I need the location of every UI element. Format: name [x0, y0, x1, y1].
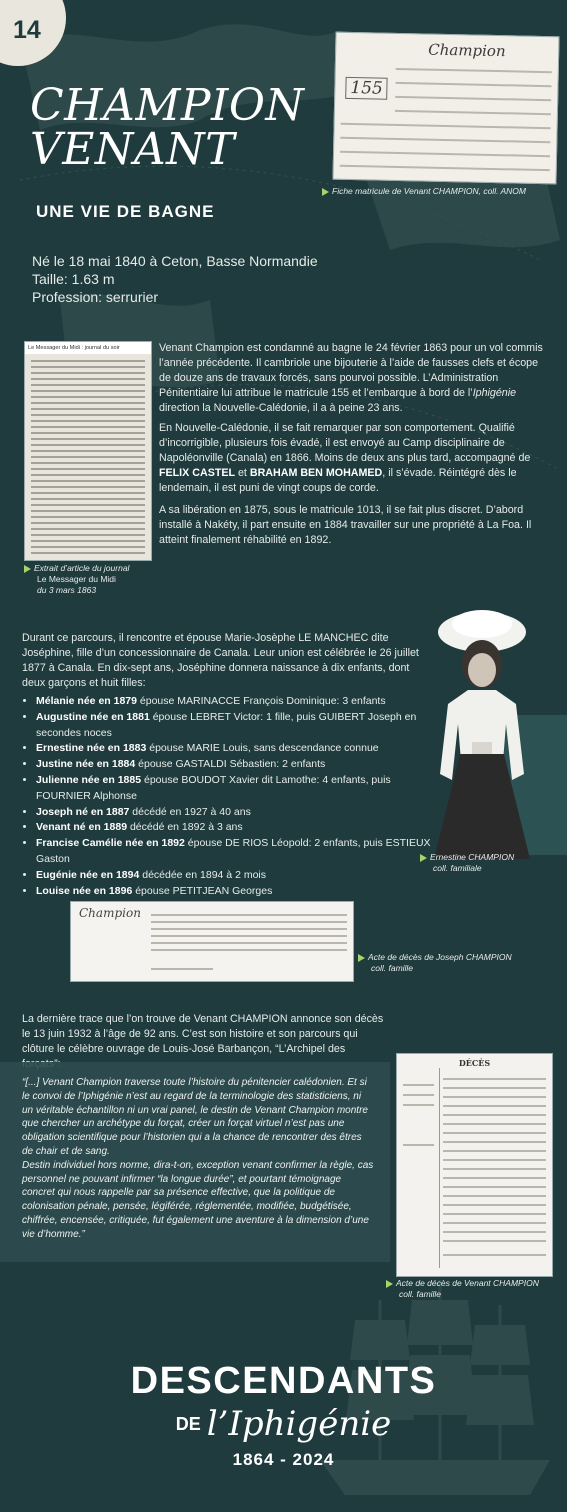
newspaper-header: Le Messager du Midi : journal du soir	[25, 342, 151, 354]
list-item	[36, 741, 436, 757]
family-paragraph: Durant ce parcours, il rencontre et épouse Marie-Josèphe LE MANCHEC dite Joséphine, fille d’un concessionnaire de Canala. Leur union est célébrée le 26 juillet 1877 à Canala. En dix-sept ans, Joséphine donnera naissance à dix enfants, dont deux garçons et huit filles:	[22, 632, 419, 689]
child-name: Mélanie née en 1879	[36, 695, 137, 707]
accomplice-name-1: FELIX CASTEL	[159, 467, 236, 479]
child-name: Justine née en 1884	[36, 758, 136, 771]
child-detail: épouse GASTALDI Sébastien: 2 enfants	[135, 758, 326, 771]
child-name: Joseph né en 1887	[36, 805, 130, 818]
child-detail: épouse MARINACCE François Dominique: 3 enfants	[136, 695, 386, 707]
list-item	[36, 868, 436, 884]
child-name: Louise née en 1896	[36, 884, 133, 897]
joseph-caption-line-1: Acte de décès de Joseph CHAMPION	[368, 952, 512, 962]
facts-list	[32, 252, 318, 306]
page-title	[30, 80, 305, 175]
accomplice-name-2: BRAHAM BEN MOHAMED	[249, 467, 383, 479]
newspaper-caption	[24, 563, 129, 596]
portrait-caption-line-2: coll. familiale	[433, 863, 482, 873]
footer-de: DE	[175, 1413, 201, 1434]
child-name: Venant né en 1889	[36, 821, 128, 834]
quote-paragraph-2: Destin individuel hors norme, dira-t-on, exception venant confirmer la règle, cas personnel ne pouvant infirmer “la longue durée”, et pourtant témoignage concret qui nous rappelle par sa présence effective, que la politique de colonisation pénale, pensée, légiférée, réglementée, modifiée, budgétisée, chiffrée, encensée, critiquée, fut également une aventure à la dimension d’une vie d’homme.”	[22, 1159, 374, 1240]
joseph-caption-line-2: coll. famille	[371, 963, 414, 973]
fact-profession: Profession: serrurier	[32, 289, 159, 305]
bio-paragraph-2-and: et	[235, 467, 250, 479]
caption-arrow-icon	[386, 1280, 393, 1288]
child-name: Julienne née en 1885	[36, 773, 142, 786]
list-item	[36, 757, 436, 773]
newspaper-clipping-image	[24, 341, 152, 561]
bio-paragraph-1-text: Venant Champion est condamné au bagne le 24 février 1863 pour un vol commis l’année précédente. Il cambriole une bijouterie à l’aide de fausses clefs et écope de douze ans de travaux forcés, sans pourvoi possible. L’Administration Pénitentiaire lui attribue le matricule 155 et l’embarque à bord de l’	[159, 342, 543, 399]
joseph-record-handwriting: Champion	[79, 906, 141, 920]
bio-paragraph-1-ship: Iphigénie	[472, 387, 517, 399]
child-detail: épouse PETITJEAN Georges	[132, 884, 273, 897]
caption-arrow-icon	[358, 954, 365, 962]
matricule-name: Champion	[428, 40, 506, 61]
list-item	[36, 805, 436, 821]
child-detail: décédé en 1927 à 40 ans	[129, 805, 251, 818]
matricule-number: 155	[345, 77, 388, 100]
list-item	[36, 694, 436, 710]
child-detail: épouse BOUDOT Xavier dit Lamothe: 4 enfants, puis FOURNIER Alphonse	[36, 773, 391, 802]
children-list	[22, 694, 436, 899]
portrait-caption	[420, 852, 514, 874]
child-detail: décédé en 1892 à 3 ans	[127, 821, 243, 834]
footer-ship-name: l’Iphigénie	[206, 1404, 392, 1444]
fact-birth: Né le 18 mai 1840 à Ceton, Basse Normandie	[32, 253, 318, 269]
final-paragraph: La dernière trace que l’on trouve de Venant CHAMPION annonce son décès le 13 juin 1932 à l’âge de 92 ans. C’est son histoire et son parcours qui clôture le célèbre ouvrage de Louis-José Barbançon, “L’Archipel des	[22, 1013, 384, 1055]
bio-paragraph-2-text: En Nouvelle-Calédonie, il se fait remarquer par son comportement. Qualifié d’incorrigible, plusieurs fois évadé, il est envoyé au Camp disciplinaire de Napoléonville (Canala) en 1866. Moins de deux ans plus tard, accompagné de	[159, 422, 531, 464]
caption-arrow-icon	[322, 188, 329, 196]
child-detail: épouse DE RIOS Léopold: 2 enfants, puis ESTIEUX Gaston	[36, 837, 431, 865]
bio-paragraph-3: A sa libération en 1875, sous le matricule 1013, il se fait plus discret. D’abord installé à Nakéty, il part ensuite en 1884 travailler sur une propriété à La Foa. Il atteint finalement réhabilité en 1892.	[159, 504, 532, 546]
bio-paragraph-2-end: , il s’évade. Réintégré dès le lendemain, il est puni de vingt coups de corde.	[159, 467, 517, 494]
title-line-2: VENANT	[30, 124, 236, 175]
list-item	[36, 836, 436, 868]
newspaper-caption-line-1: Extrait d’article du journal	[34, 563, 130, 573]
footer-years: 1864 - 2024	[232, 1450, 335, 1469]
list-item	[36, 710, 436, 742]
child-name: Francise Camélie née en 1892	[36, 837, 185, 850]
list-item	[36, 884, 436, 900]
venant-death-record-image	[396, 1053, 553, 1277]
portrait-caption-line-1: Ernestine CHAMPION	[430, 852, 515, 862]
venant-record-heading: DÉCÈS	[458, 1058, 491, 1068]
child-name: Augustine née en 1881	[36, 710, 150, 723]
matricule-document-image	[332, 32, 559, 185]
bio-paragraph-1-end: direction la Nouvelle-Calédonie, il a à peine 23 ans.	[159, 402, 403, 414]
footer-title: DESCENDANTS	[130, 1360, 437, 1402]
portrait-ernestine-image	[420, 604, 550, 864]
newspaper-caption-line-3: du 3 mars 1863	[37, 585, 97, 595]
bio-paragraph-2	[159, 421, 551, 496]
child-name: Ernestine née en 1883	[36, 742, 147, 755]
list-item	[36, 820, 436, 836]
footer-ship-line	[0, 1404, 567, 1444]
caption-arrow-icon	[24, 565, 31, 573]
title-line-1: CHAMPION	[30, 80, 305, 131]
bio-paragraph-1	[159, 341, 551, 416]
matricule-caption-text: Fiche matricule de Venant CHAMPION, coll. ANOM	[332, 186, 526, 196]
venant-caption-line-1: Acte de décès de Venant CHAMPION	[396, 1278, 539, 1288]
venant-record-caption	[386, 1278, 539, 1300]
caption-arrow-icon	[420, 854, 427, 862]
matricule-caption	[322, 186, 526, 197]
child-detail: épouse MARIE Louis, sans descendance connue	[146, 742, 379, 755]
newspaper-caption-line-2: Le Messager du Midi	[37, 574, 116, 584]
list-item	[36, 773, 436, 805]
child-name: Eugénie née en 1894	[36, 868, 140, 881]
fact-height: Taille: 1.63 m	[32, 271, 115, 287]
child-detail: décédée en 1894 à 2 mois	[139, 868, 266, 881]
child-detail: épouse LEBRET Victor: 1 fille, puis GUIBERT Joseph en secondes noces	[36, 710, 417, 739]
quote-paragraph-1: “[...] Venant Champion traverse toute l’histoire du pénitencier calédonien. Et si le convoi de l’Iphigénie n’est au regard de la terminologie des statisticiens, ni un véritable échantillon ni un vrai panel, le destin de Venant Champion montre que chercher un archétype du forçat, créer un forçat virtuel n’est pas une obligation scientifique pour l’historien qui a la chance de rencontrer des êtres de chair et de sang.	[22, 1077, 368, 1157]
joseph-record-caption	[358, 952, 512, 974]
barbancon-quote	[22, 1076, 374, 1242]
panel-number: 14	[13, 16, 41, 44]
page-subtitle: UNE VIE DE BAGNE	[36, 202, 215, 221]
joseph-death-record-image	[70, 901, 354, 982]
venant-caption-line-2: coll. famille	[399, 1289, 442, 1299]
